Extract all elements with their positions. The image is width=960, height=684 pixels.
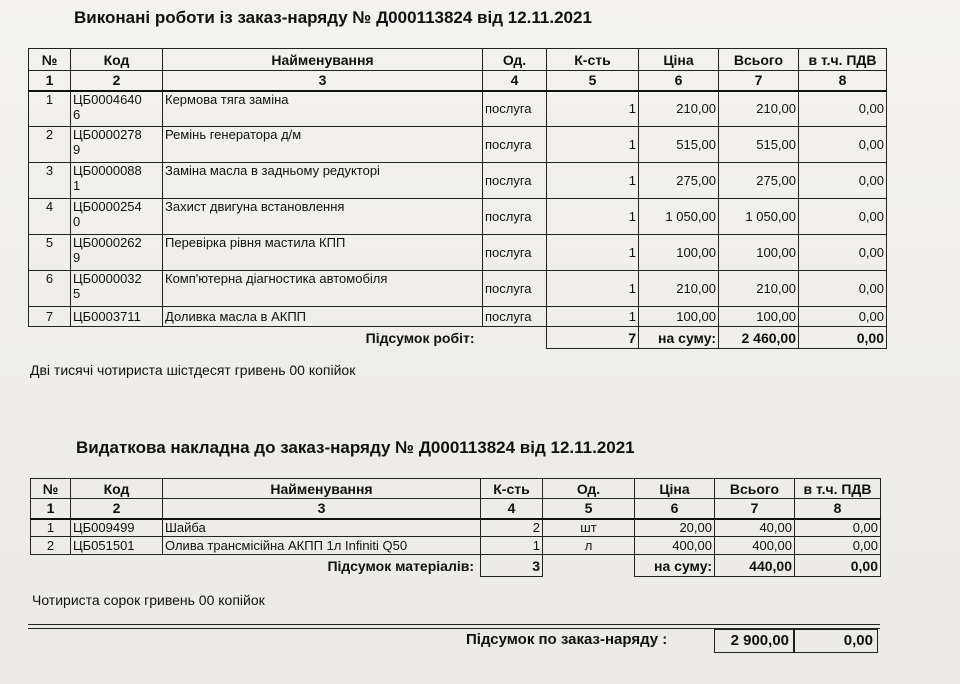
row-name: Комп'ютерна діагностика автомобіля <box>163 271 483 307</box>
col-total-header: Всього <box>715 479 795 499</box>
divider-line <box>28 624 880 625</box>
row-unit: послуга <box>483 307 547 327</box>
col-qty-header: К-сть <box>481 479 543 499</box>
col-number-header: № <box>31 479 71 499</box>
index-cell: 7 <box>719 71 799 91</box>
row-code: ЦБ0000032 5 <box>71 271 163 307</box>
row-number: 2 <box>29 127 71 163</box>
works-subtotal-label: Підсумок робіт: <box>365 329 475 346</box>
col-price-header: Ціна <box>635 479 715 499</box>
index-cell: 5 <box>543 499 635 519</box>
row-total: 1 050,00 <box>719 199 799 235</box>
table-row <box>29 235 887 271</box>
grand-total-vat: 0,00 <box>794 629 878 653</box>
works-header-row <box>29 49 887 71</box>
row-vat: 0,00 <box>799 127 887 163</box>
col-vat-header: в т.ч. ПДВ <box>795 479 881 499</box>
row-price: 1 050,00 <box>639 199 719 235</box>
row-code: ЦБ051501 <box>71 537 163 555</box>
table-row <box>29 91 887 127</box>
table-row <box>29 127 887 163</box>
row-code: ЦБ0004640 6 <box>71 91 163 127</box>
works-subtotal-row <box>29 327 887 349</box>
row-total: 100,00 <box>719 307 799 327</box>
materials-sum-label: на суму: <box>635 555 715 577</box>
col-name-header: Найменування <box>163 49 483 71</box>
row-total: 40,00 <box>715 519 795 537</box>
row-qty: 1 <box>547 235 639 271</box>
row-price: 20,00 <box>635 519 715 537</box>
row-vat: 0,00 <box>799 91 887 127</box>
row-price: 275,00 <box>639 163 719 199</box>
row-unit: послуга <box>483 163 547 199</box>
row-unit: послуга <box>483 271 547 307</box>
row-name: Доливка масла в АКПП <box>163 307 483 327</box>
materials-subtotal-total: 440,00 <box>715 555 795 577</box>
row-price: 100,00 <box>639 235 719 271</box>
table-row <box>31 519 881 537</box>
materials-title: Видаткова накладна до заказ-наряду № Д000113824 від 12.11.2021 <box>76 438 635 457</box>
materials-subtotal-vat: 0,00 <box>795 555 881 577</box>
grand-total-value: 2 900,00 <box>714 629 794 653</box>
row-unit: послуга <box>483 199 547 235</box>
works-subtotal-qty: 7 <box>547 327 639 349</box>
row-total: 210,00 <box>719 91 799 127</box>
row-code: ЦБ0000088 1 <box>71 163 163 199</box>
row-name: Ремінь генератора д/м <box>163 127 483 163</box>
materials-subtotal-label: Підсумок матеріалів: <box>327 557 474 574</box>
row-number: 3 <box>29 163 71 199</box>
row-total: 100,00 <box>719 235 799 271</box>
row-vat: 0,00 <box>799 199 887 235</box>
works-index-row <box>29 71 887 91</box>
works-table <box>28 48 887 349</box>
row-number: 1 <box>31 519 71 537</box>
row-qty: 1 <box>481 537 543 555</box>
row-qty: 1 <box>547 271 639 307</box>
row-name: Шайба <box>163 519 481 537</box>
row-vat: 0,00 <box>799 271 887 307</box>
materials-index-row <box>31 499 881 519</box>
row-number: 6 <box>29 271 71 307</box>
col-number-header: № <box>29 49 71 71</box>
row-unit: л <box>543 537 635 555</box>
table-row <box>29 271 887 307</box>
index-cell: 3 <box>163 71 483 91</box>
row-vat: 0,00 <box>799 163 887 199</box>
table-row <box>29 163 887 199</box>
works-sum-label: на суму: <box>639 327 719 349</box>
row-qty: 1 <box>547 307 639 327</box>
works-subtotal-total: 2 460,00 <box>719 327 799 349</box>
index-cell: 5 <box>547 71 639 91</box>
row-vat: 0,00 <box>799 235 887 271</box>
index-cell: 2 <box>71 499 163 519</box>
materials-subtotal-qty: 3 <box>481 555 543 577</box>
row-name: Олива трансмісійна АКПП 1л Infiniti Q50 <box>163 537 481 555</box>
row-number: 1 <box>29 91 71 127</box>
row-unit: послуга <box>483 235 547 271</box>
row-number: 2 <box>31 537 71 555</box>
works-amount-in-words: Дві тисячі чотириста шістдесят гривень 00 копійок <box>30 362 356 378</box>
row-price: 515,00 <box>639 127 719 163</box>
row-code: ЦБ0000262 9 <box>71 235 163 271</box>
col-code-header: Код <box>71 479 163 499</box>
row-unit: послуга <box>483 91 547 127</box>
col-code-header: Код <box>71 49 163 71</box>
row-total: 210,00 <box>719 271 799 307</box>
row-number: 7 <box>29 307 71 327</box>
row-qty: 1 <box>547 163 639 199</box>
materials-header-row <box>31 479 881 499</box>
row-code: ЦБ0000254 0 <box>71 199 163 235</box>
col-qty-header: К-сть <box>547 49 639 71</box>
index-cell: 7 <box>715 499 795 519</box>
col-name-header: Найменування <box>163 479 481 499</box>
row-qty: 1 <box>547 127 639 163</box>
index-cell: 6 <box>639 71 719 91</box>
row-qty: 2 <box>481 519 543 537</box>
row-unit: шт <box>543 519 635 537</box>
index-cell: 1 <box>31 499 71 519</box>
col-unit-header: Од. <box>543 479 635 499</box>
row-price: 100,00 <box>639 307 719 327</box>
row-price: 400,00 <box>635 537 715 555</box>
row-name: Захист двигуна встановлення <box>163 199 483 235</box>
col-total-header: Всього <box>719 49 799 71</box>
works-title: Виконані роботи із заказ-наряду № Д000113824 від 12.11.2021 <box>74 8 592 27</box>
row-total: 400,00 <box>715 537 795 555</box>
row-qty: 1 <box>547 199 639 235</box>
col-unit-header: Од. <box>483 49 547 71</box>
row-number: 5 <box>29 235 71 271</box>
works-subtotal-vat: 0,00 <box>799 327 887 349</box>
row-unit: послуга <box>483 127 547 163</box>
index-cell: 6 <box>635 499 715 519</box>
index-cell: 4 <box>481 499 543 519</box>
row-vat: 0,00 <box>795 519 881 537</box>
col-price-header: Ціна <box>639 49 719 71</box>
materials-amount-in-words: Чотириста сорок гривень 00 копійок <box>32 592 265 608</box>
row-code: ЦБ0003711 <box>71 307 163 327</box>
index-cell: 1 <box>29 71 71 91</box>
row-name: Кермова тяга заміна <box>163 91 483 127</box>
row-total: 515,00 <box>719 127 799 163</box>
row-code: ЦБ009499 <box>71 519 163 537</box>
index-cell: 2 <box>71 71 163 91</box>
index-cell: 4 <box>483 71 547 91</box>
materials-subtotal-row <box>31 555 881 577</box>
row-qty: 1 <box>547 91 639 127</box>
row-vat: 0,00 <box>799 307 887 327</box>
table-row <box>29 199 887 235</box>
table-row <box>31 537 881 555</box>
index-cell: 8 <box>799 71 887 91</box>
row-vat: 0,00 <box>795 537 881 555</box>
row-price: 210,00 <box>639 91 719 127</box>
row-price: 210,00 <box>639 271 719 307</box>
row-name: Перевірка рівня мастила КПП <box>163 235 483 271</box>
grand-total-label: Підсумок по заказ-наряду : <box>466 631 668 648</box>
col-vat-header: в т.ч. ПДВ <box>799 49 887 71</box>
row-number: 4 <box>29 199 71 235</box>
index-cell: 3 <box>163 499 481 519</box>
row-total: 275,00 <box>719 163 799 199</box>
table-row <box>29 307 887 327</box>
index-cell: 8 <box>795 499 881 519</box>
row-code: ЦБ0000278 9 <box>71 127 163 163</box>
materials-table <box>30 478 881 577</box>
row-name: Заміна масла в задньому редукторі <box>163 163 483 199</box>
